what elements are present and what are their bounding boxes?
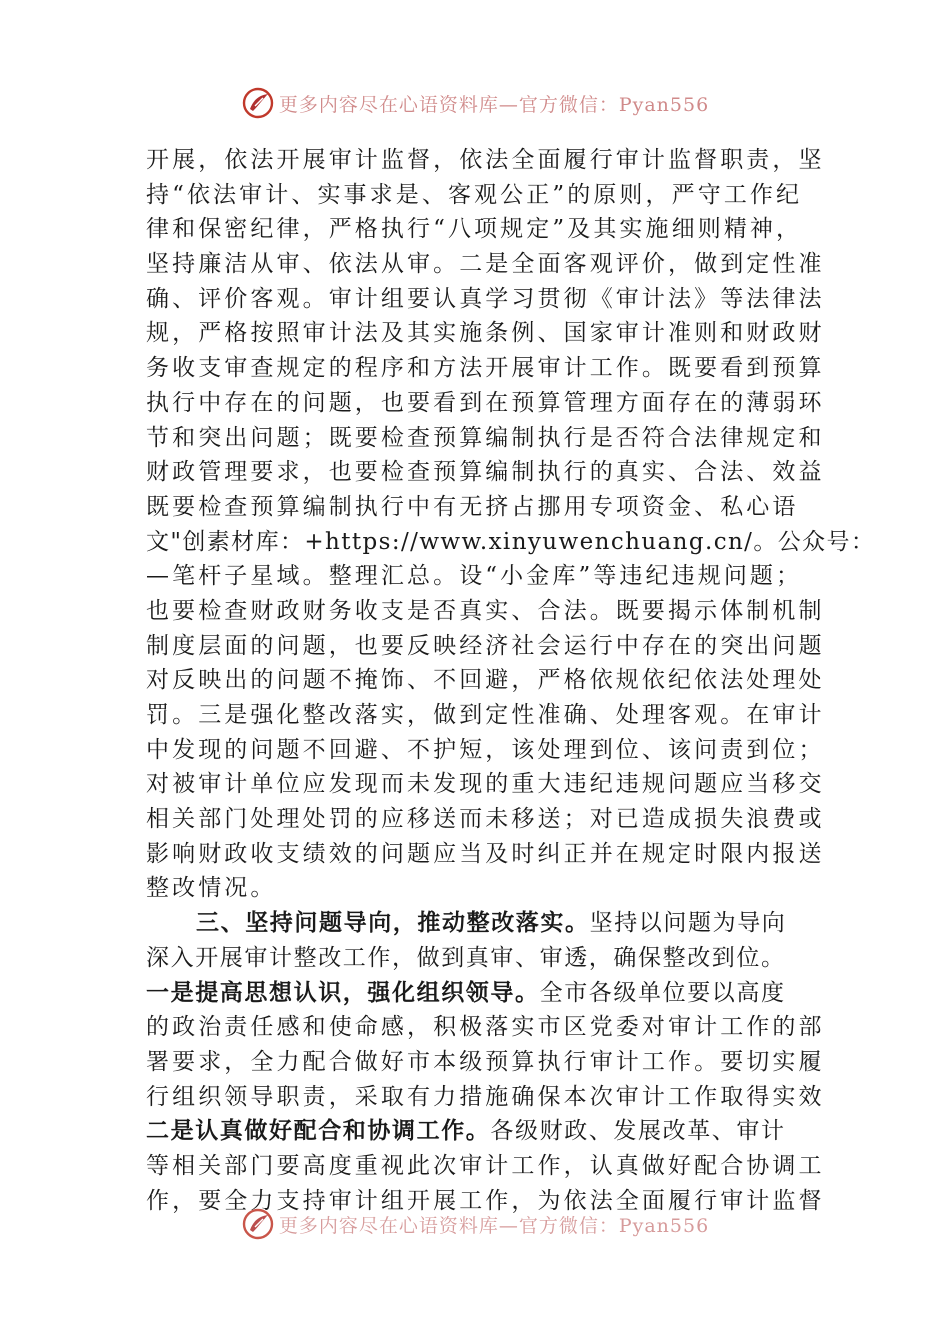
body-line: 等相关部门要高度重视此次审计工作，认真做好配合协调工 (146, 1152, 825, 1179)
body-line: 署要求，全力配合做好市本级预算执行审计工作。要切实履 (146, 1048, 825, 1075)
body-line: 作，要全力支持审计组开展工作，为依法全面履行审计监督 (146, 1187, 825, 1214)
body-line: 节和突出问题；既要检查预算编制执行是否符合法律规定和 (146, 424, 825, 451)
body-line: 坚持廉洁从审、依法从审。二是全面客观评价，做到定性准 (146, 251, 825, 278)
point-2-heading: 二是认真做好配合和协调工作。 (146, 1118, 491, 1145)
body-line: 既要检查预算编制执行中有无挤占挪用专项资金、私心语 (146, 493, 799, 520)
body-line: 相关部门处理处罚的应移送而未移送；对已造成损失浪费或 (146, 806, 825, 833)
quill-logo-icon (241, 1207, 275, 1241)
watermark-text: 更多内容尽在心语资料库—官方微信：Pyan556 (278, 1214, 710, 1237)
body-line: 影响财政收支绩效的问题应当及时纠正并在规定时限内报送 (146, 840, 825, 867)
body-line: —笔杆子星域。整理汇总。设“小金库”等违纪违规问题； (146, 563, 803, 590)
body-line: 整改情况。 (146, 875, 277, 902)
body-line: 开展，依法开展审计监督，依法全面履行审计监督职责，坚 (146, 147, 825, 173)
watermark-text: 更多内容尽在心语资料库—官方微信：Pyan556 (278, 93, 710, 116)
body-line-url: 文"创素材库：+https://www.xinyuwenchuang.cn/。公众号： (146, 528, 876, 555)
quill-logo-icon (241, 86, 275, 120)
section-3-text: 坚持以问题为导向 (589, 910, 787, 937)
body-line: 执行中存在的问题，也要看到在预算管理方面存在的薄弱环 (146, 389, 825, 416)
body-line: 罚。三是强化整改落实，做到定性准确、处理客观。在审计 (146, 702, 825, 728)
watermark-top (0, 86, 950, 120)
document-body (146, 143, 876, 1218)
section-3-line (146, 906, 810, 941)
body-line: 的政治责任感和使命感，积极落实市区党委对审计工作的部 (146, 1014, 825, 1041)
body-line: 对反映出的问题不掩饰、不回避，严格依规依纪依法处理处 (146, 667, 825, 694)
body-line: 制度层面的问题，也要反映经济社会运行中存在的突出问题 (146, 632, 825, 659)
body-line: 财政管理要求，也要检查预算编制执行的真实、合法、效益 (146, 459, 825, 486)
body-line: 行组织领导职责，采取有力措施确保本次审计工作取得实效 (146, 1083, 825, 1110)
point-1-heading: 一是提高思想认识，强化组织领导。 (146, 979, 540, 1006)
body-line: 务收支审查规定的程序和方法开展审计工作。既要看到预算 (146, 355, 825, 382)
point-2-text: 各级财政、发展改革、审计 (490, 1118, 786, 1145)
point-2-line (146, 1114, 810, 1149)
section-3-heading: 三、坚持问题导向，推动整改落实。 (196, 910, 590, 937)
point-1-text: 全市各级单位要以高度 (539, 979, 786, 1006)
body-line: 确、评价客观。审计组要认真学习贯彻《审计法》等法律法 (146, 285, 825, 312)
body-line: 对被审计单位应发现而未发现的重大违纪违规问题应当移交 (146, 771, 825, 798)
point-1-line (146, 976, 810, 1011)
body-line: 律和保密纪律，严格执行“八项规定”及其实施细则精神， (146, 216, 803, 243)
body-line: 也要检查财政财务收支是否真实、合法。既要揭示体制机制 (146, 597, 825, 624)
watermark-bottom (0, 1207, 950, 1241)
body-line: 中发现的问题不回避、不护短，该处理到位、该问责到位； (146, 736, 825, 763)
body-line: 持“依法审计、实事求是、客观公正”的原则，严守工作纪 (146, 181, 803, 208)
body-line: 深入开展审计整改工作，做到真审、审透，确保整改到位。 (146, 944, 786, 971)
body-line: 规，严格按照审计法及其实施条例、国家审计准则和财政财 (146, 320, 825, 347)
